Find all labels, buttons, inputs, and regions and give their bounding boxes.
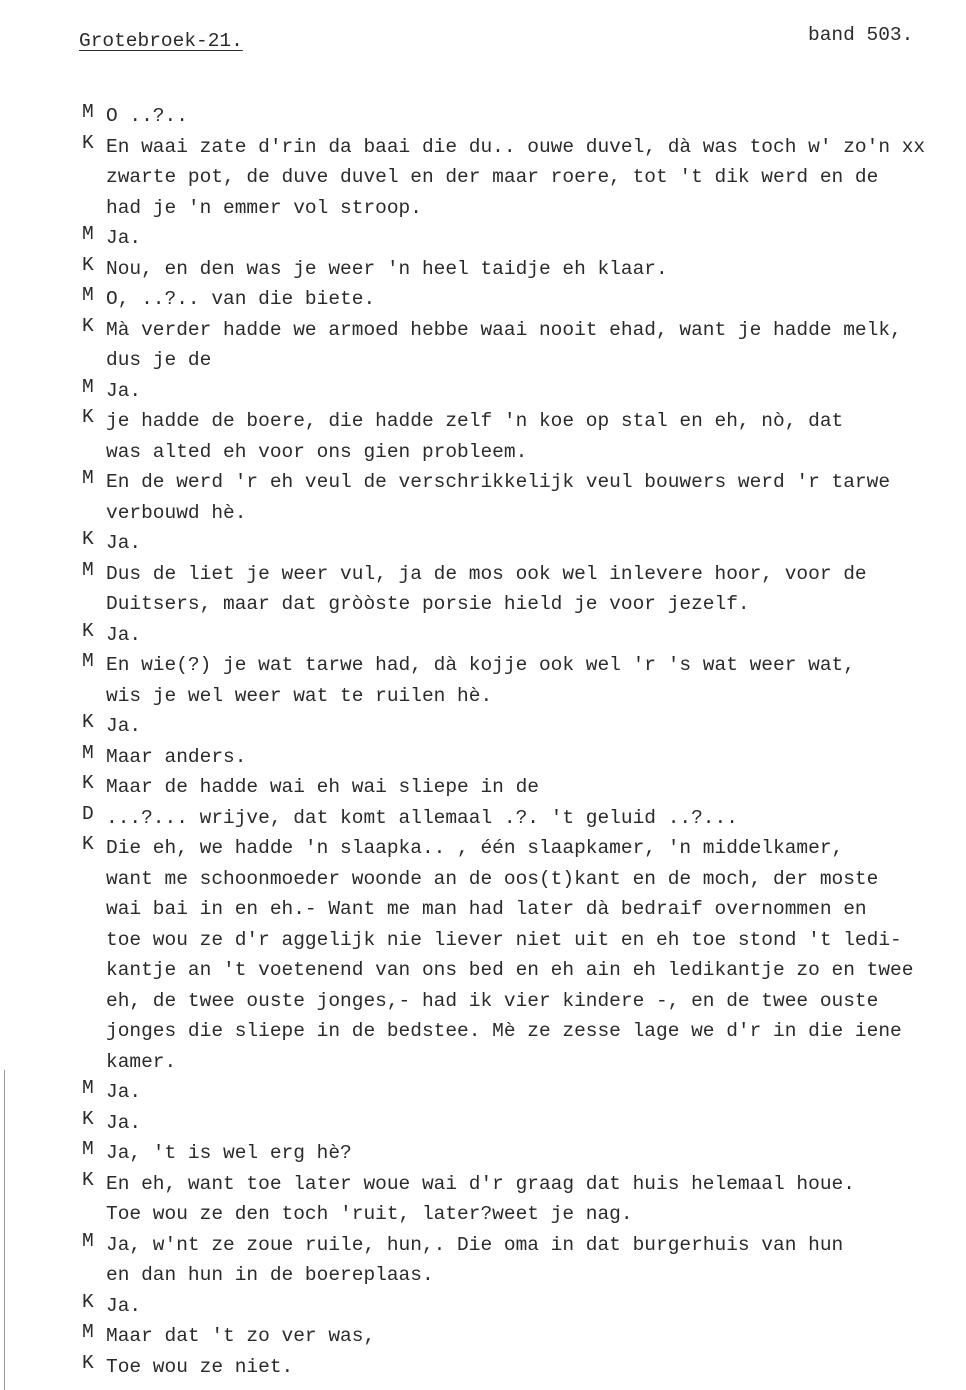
speaker-label: M (82, 650, 94, 672)
utterance-line: toe wou ze d'r aggelijk nie liever niet uit en eh toe stond 't ledi- (106, 928, 902, 951)
speaker-label: M (82, 375, 94, 398)
speaker-label: K (82, 1168, 94, 1191)
margin-mark (4, 1070, 5, 1390)
utterance-line: Ja. (106, 379, 142, 402)
speaker-label: M (82, 1077, 94, 1099)
utterance-line: wis je wel weer wat te ruilen hè. (106, 684, 493, 707)
transcript-entry (82, 1108, 962, 1139)
speaker-label: K (82, 1290, 94, 1313)
transcript-entry (82, 620, 962, 651)
utterance-line: En eh, want toe later woue wai d'r graag dat huis helemaal houe. (106, 1172, 855, 1195)
utterance-line: kamer. (106, 1050, 177, 1073)
speaker-label: K (82, 833, 94, 855)
transcript-entry (82, 528, 962, 559)
transcript-entry (82, 1321, 962, 1352)
utterance-line: en dan hun in de boereplaas. (106, 1264, 434, 1286)
utterance-line: Ja. (106, 623, 142, 646)
utterance-line: jonges die sliepe in de bedstee. Mè ze zesse lage we d'r in die iene (106, 1020, 902, 1042)
transcript-entry (82, 1077, 962, 1108)
transcript-entry (82, 376, 962, 407)
utterance-line: dus je de (106, 349, 212, 371)
speaker-label: M (82, 284, 94, 306)
transcript-entry (82, 1291, 962, 1322)
utterance-line: O, ..?.. van die biete. (106, 288, 376, 310)
transcript-entry (82, 1169, 962, 1230)
utterance-line: wai bai in en eh.- Want me man had later dà bedraif overnommen en (106, 898, 867, 920)
utterance-line: Ja. (106, 715, 142, 737)
transcript-entry (82, 650, 962, 711)
transcript-entry (82, 803, 962, 834)
utterance-line: zwarte pot, de duve duvel en der maar roere, tot 't dik werd en de (106, 166, 879, 188)
transcript-entry (82, 254, 962, 285)
speaker-label: K (82, 1107, 94, 1130)
utterance-line: Nou, en den was je weer 'n heel taidje eh klaar. (106, 257, 668, 280)
speaker-label: K (82, 406, 94, 428)
transcript-entry (82, 742, 962, 773)
utterance-line: Maar de hadde wai eh wai sliepe in de (106, 776, 539, 798)
transcript-entry (82, 406, 962, 467)
utterance-line: was alted eh voor ons gien probleem. (106, 440, 528, 463)
transcript (82, 101, 962, 1382)
transcript-entry (82, 1230, 962, 1291)
speaker-label: M (82, 101, 94, 123)
utterance-line: Toe wou ze niet. (106, 1355, 294, 1378)
utterance-line: Ja. (106, 227, 142, 249)
document-title: Grotebroek-21. (79, 30, 243, 52)
utterance-line: Ja. (106, 1294, 142, 1317)
utterance-line: O ..?.. (106, 105, 188, 127)
utterance-line: Ja. (106, 1111, 142, 1134)
transcript-entry (82, 559, 962, 620)
utterance-line: En de werd 'r eh veul de verschrikkelijk veul bouwers werd 'r tarwe (106, 471, 891, 493)
transcript-entry (82, 101, 962, 132)
transcript-entry (82, 132, 962, 224)
speaker-label: M (82, 741, 94, 764)
speaker-label: M (82, 1229, 94, 1252)
speaker-label: M (82, 1138, 94, 1160)
utterance-line: Ja. (106, 532, 142, 554)
transcript-entry (82, 467, 962, 528)
speaker-label: K (82, 528, 94, 550)
utterance-line: Ja. (106, 1081, 142, 1103)
transcript-entry (82, 315, 962, 376)
speaker-label: K (82, 772, 94, 794)
speaker-label: K (82, 619, 94, 642)
speaker-label: K (82, 1351, 94, 1374)
transcript-entry (82, 711, 962, 742)
utterance-line: Maar dat 't zo ver was, (106, 1325, 376, 1347)
utterance-line: En waai zate d'rin da baai die du.. ouwe duvel, dà was toch w' zo'n xx (106, 135, 926, 158)
utterance-line: eh, de twee ouste jonges,- had ik vier kindere -, en de twee ouste (106, 989, 879, 1012)
transcript-entry (82, 284, 962, 315)
transcript-entry (82, 833, 962, 1077)
utterance-line: Dus de liet je weer vul, ja de mos ook wel inlevere hoor, voor de (106, 562, 867, 585)
utterance-line: had je 'n emmer vol stroop. (106, 196, 422, 219)
utterance-line: Toe wou ze den toch 'ruit, later?weet je nag. (106, 1203, 633, 1225)
utterance-line: verbouwd hè. (106, 501, 247, 524)
utterance-line: ...?... wrijve, dat komt allemaal .?. 't geluid ..?... (106, 806, 738, 829)
utterance-line: Mà verder hadde we armoed hebbe waai nooit ehad, want je hadde melk, (106, 318, 902, 341)
utterance-line: kantje an 't voetenend van ons bed en eh ain eh ledikantje zo en twee (106, 959, 914, 981)
utterance-line: je hadde de boere, die hadde zelf 'n koe op stal en eh, nò, dat (106, 410, 844, 432)
speaker-label: K (82, 314, 94, 337)
utterance-line: Die eh, we hadde 'n slaapka.. , één slaapkamer, 'n middelkamer, (106, 837, 844, 859)
transcript-entry (82, 1352, 962, 1383)
speaker-label: K (82, 253, 94, 276)
utterance-line: En wie(?) je wat tarwe had, dà kojje ook wel 'r 's wat weer wat, (106, 654, 855, 676)
speaker-label: M (82, 558, 94, 581)
utterance-line: want me schoonmoeder woonde an de oos(t)kant en de moch, der moste (106, 867, 879, 890)
utterance-line: Ja, w'nt ze zoue ruile, hun,. Die oma in dat burgerhuis van hun (106, 1233, 844, 1256)
speaker-label: M (82, 1321, 94, 1343)
utterance-line: Ja, 't is wel erg hè? (106, 1142, 352, 1164)
speaker-label: D (82, 802, 94, 825)
transcript-entry (82, 1138, 962, 1169)
transcript-entry (82, 772, 962, 803)
speaker-label: M (82, 467, 94, 489)
transcript-entry (82, 223, 962, 254)
speaker-label: K (82, 131, 94, 154)
speaker-label: K (82, 711, 94, 733)
tape-number: band 503. (808, 24, 914, 46)
speaker-label: M (82, 223, 94, 245)
utterance-line: Maar anders. (106, 745, 247, 768)
utterance-line: Duitsers, maar dat gròòste porsie hield je voor jezelf. (106, 593, 750, 615)
